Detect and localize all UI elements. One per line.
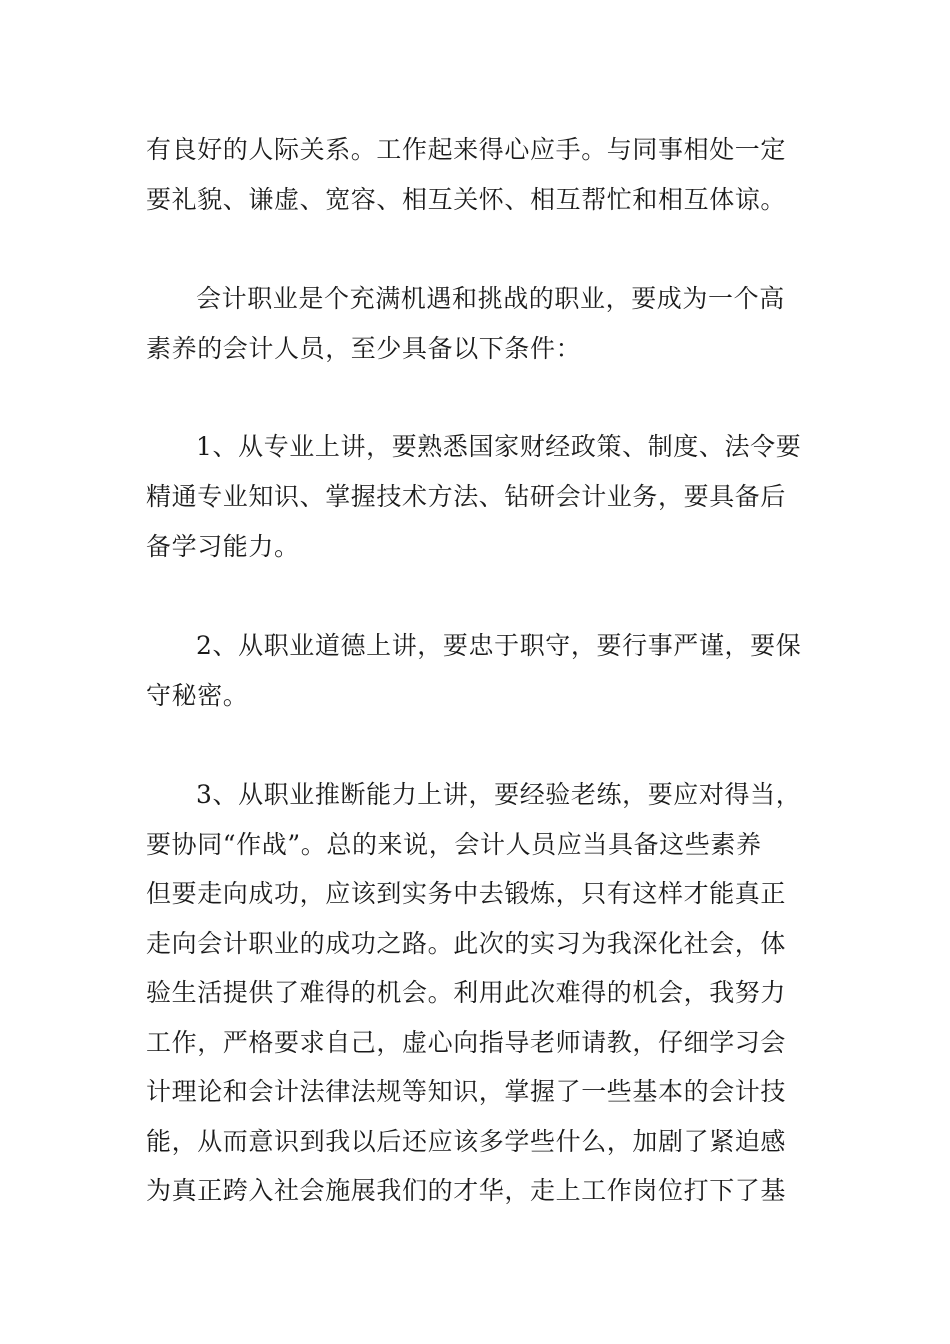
- paragraph-2-line-1: 会计职业是个充满机遇和挑战的职业，要成为一个高: [196, 284, 785, 313]
- paragraph-1-line-1: 有良好的人际关系。工作起来得心应手。与同事相处一定: [146, 135, 787, 164]
- paragraph-5-line-4: 走向会计职业的成功之路。此次的实习为我深化社会，体: [146, 929, 787, 958]
- paragraph-5-line-5: 验生活提供了难得的机会。利用此次难得的机会，我努力: [146, 978, 787, 1007]
- paragraph-5-line-3: 但要走向成功，应该到实务中去锻炼，只有这样才能真正: [146, 879, 787, 908]
- paragraph-5-line-8: 能，从而意识到我以后还应该多学些什么，加剧了紧迫感: [146, 1127, 787, 1156]
- paragraph-3-line-3: 备学习能力。: [146, 532, 300, 561]
- paragraph-5-line-7: 计理论和会计法律法规等知识，掌握了一些基本的会计技: [146, 1077, 787, 1106]
- paragraph-5-line-9: 为真正跨入社会施展我们的才华，走上工作岗位打下了基: [146, 1176, 787, 1205]
- paragraph-5-line-2: 要协同“作战”。总的来说，会计人员应当具备这些素养: [146, 830, 762, 859]
- paragraph-4-line-2: 守秘密。: [146, 681, 249, 710]
- paragraph-3-line-1: 1、从专业上讲，要熟悉国家财经政策、制度、法令要: [196, 432, 802, 461]
- paragraph-1-line-2: 要礼貌、谦虚、宽容、相互关怀、相互帮忙和相互体谅。: [146, 185, 787, 214]
- paragraph-2-line-2: 素养的会计人员，至少具备以下条件：: [146, 334, 582, 363]
- paragraph-3-line-2: 精通专业知识、掌握技术方法、钻研会计业务，要具备后: [146, 482, 787, 511]
- paragraph-4-line-1: 2、从职业道德上讲，要忠于职守，要行事严谨，要保: [196, 631, 802, 660]
- paragraph-5-line-1: 3、从职业推断能力上讲，要经验老练，要应对得当，: [196, 780, 802, 809]
- paragraph-5-line-6: 工作，严格要求自己，虚心向指导老师请教，仔细学习会: [146, 1028, 787, 1057]
